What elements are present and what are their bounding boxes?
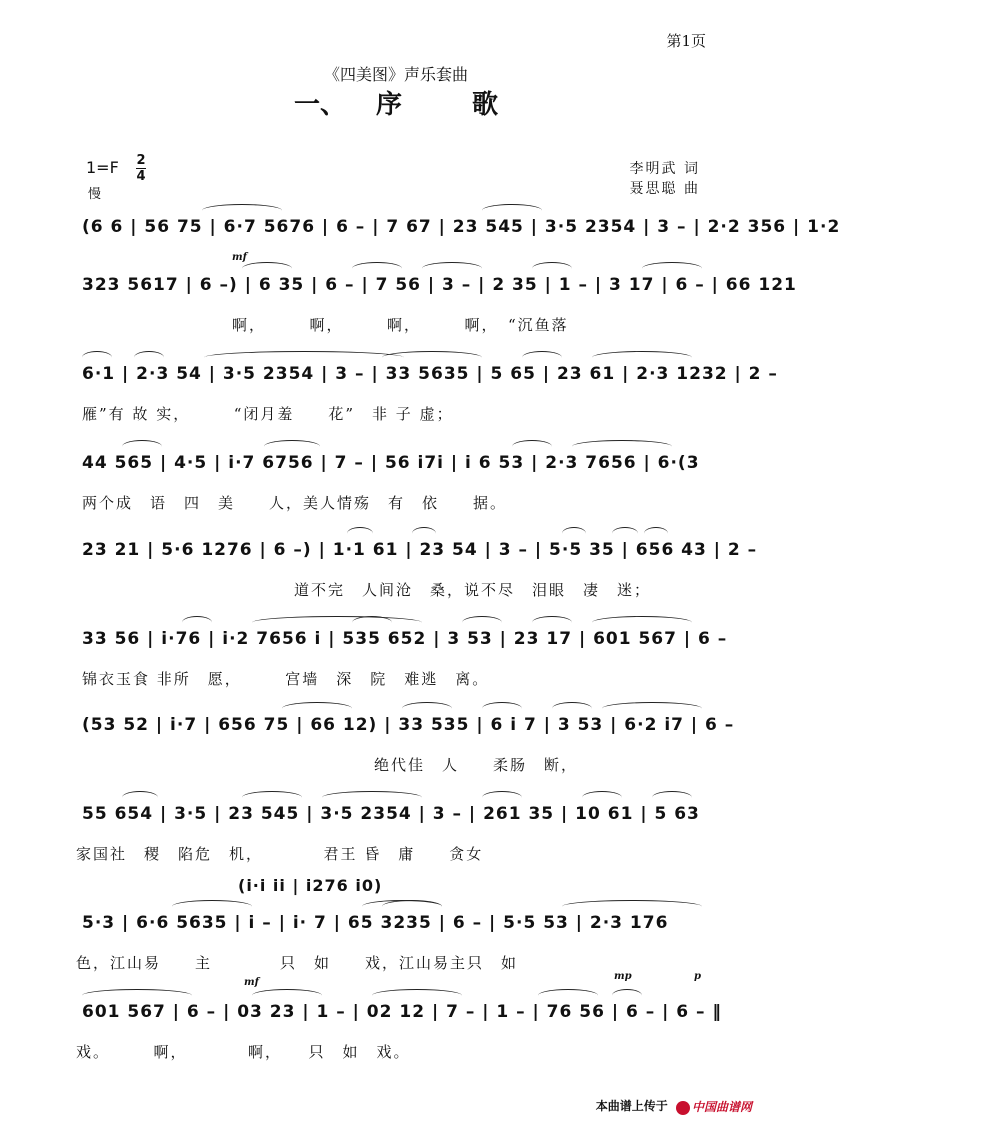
lyric-line: 绝代佳 人 柔肠 断， bbox=[374, 756, 579, 774]
notation-line: 323 5617 | 6 –) | 6 35 | 6 – | 7 56 | 3 – | 2 35 | 1 – | 3 17 | 6 – | 66 121 bbox=[82, 275, 797, 295]
key-signature: 1=F bbox=[86, 158, 119, 177]
dynamic-mp: mp bbox=[614, 971, 632, 982]
lyric-line: 道不完 人间沧 桑，说不尽 泪眼 凄 迷； bbox=[294, 581, 652, 599]
interlude-notation: (i·i ii | i276 i0) bbox=[238, 876, 383, 895]
notation-line: 44 565 | 4·5 | i·7 6756 | 7 – | 56 i7i | i 6 53 | 2·3 7656 | 6·(3 bbox=[82, 453, 700, 473]
lyric-line: 家国社 稷 陷危 机， 君王 昏 庸 贪女 bbox=[76, 845, 484, 863]
title-part-3: 歌 bbox=[472, 90, 499, 120]
notation-line: 55 654 | 3·5 | 23 545 | 3·5 2354 | 3 – | 261 35 | 10 61 | 5 63 bbox=[82, 804, 700, 824]
dynamic-p: p bbox=[694, 971, 701, 982]
notation-line: 33 56 | i·76 | i·2 7656 i | 535 652 | 3 53 | 23 17 | 601 567 | 6 – bbox=[82, 629, 728, 649]
time-signature: 2 4 bbox=[136, 153, 146, 184]
notation-line: 6·1 | 2·3 54 | 3·5 2354 | 3 – | 33 5635 | 5 65 | 23 61 | 2·3 1232 | 2 – bbox=[82, 364, 778, 384]
page-number: 第1页 bbox=[666, 32, 706, 50]
notation-line: 601 567 | 6 – | 03 23 | 1 – | 02 12 | 7 – | 1 – | 76 56 | 6 – | 6 – ‖ bbox=[82, 1002, 722, 1022]
title-part-1: 一、 bbox=[293, 90, 346, 120]
notation-line: 23 21 | 5·6 1276 | 6 –) | 1·1 61 | 23 54 | 3 – | 5·5 35 | 656 43 | 2 – bbox=[82, 540, 758, 560]
composer-credit: 聂思聪 曲 bbox=[629, 181, 700, 197]
notation-line: (53 52 | i·7 | 656 75 | 66 12) | 33 535 | 6 i 7 | 3 53 | 6·2 i7 | 6 – bbox=[82, 715, 735, 735]
song-title bbox=[0, 84, 792, 121]
logo-mark-icon bbox=[676, 1101, 690, 1115]
dynamic-mf: mf bbox=[232, 252, 247, 263]
lyric-line: 啊， 啊， 啊， 啊， “沉鱼落 bbox=[232, 316, 569, 334]
notation-line: 5·3 | 6·6 5635 | i – | i· 7 | 65 3235 | 6 – | 5·5 53 | 2·3 176 bbox=[82, 913, 669, 933]
notation-line: (6 6 | 56 75 | 6·7 5676 | 6 – | 7 67 | 23 545 | 3·5 2354 | 3 – | 2·2 356 | 1·2 bbox=[82, 217, 841, 237]
lyric-line: 雁”有 故 实， “闭月羞 花” 非 子 虚； bbox=[82, 405, 454, 423]
lyric-line: 锦衣玉食 非所 愿， 宫墙 深 院 难逃 离。 bbox=[82, 670, 490, 688]
lyric-line: 戏。 啊， 啊， 只 如 戏。 bbox=[76, 1043, 411, 1061]
tempo-marking: 慢 bbox=[88, 187, 102, 202]
dynamic-mf: mf bbox=[244, 977, 259, 988]
lyricist-credit: 李明武 词 bbox=[629, 161, 700, 177]
title-part-2: 序 bbox=[375, 90, 402, 120]
upload-footer bbox=[596, 1097, 752, 1115]
lyric-line: 色，江山易 主 只 如 戏，江山易主只 如 bbox=[76, 954, 519, 972]
logo-text: 中国曲谱网 bbox=[691, 1100, 752, 1114]
site-logo[interactable] bbox=[676, 1098, 752, 1115]
footer-text: 本曲谱上传于 bbox=[595, 1099, 668, 1113]
suite-title: 《四美图》声乐套曲 bbox=[323, 65, 468, 84]
lyric-line: 两个成 语 四 美 人，美人情殇 有 依 据。 bbox=[82, 494, 508, 512]
